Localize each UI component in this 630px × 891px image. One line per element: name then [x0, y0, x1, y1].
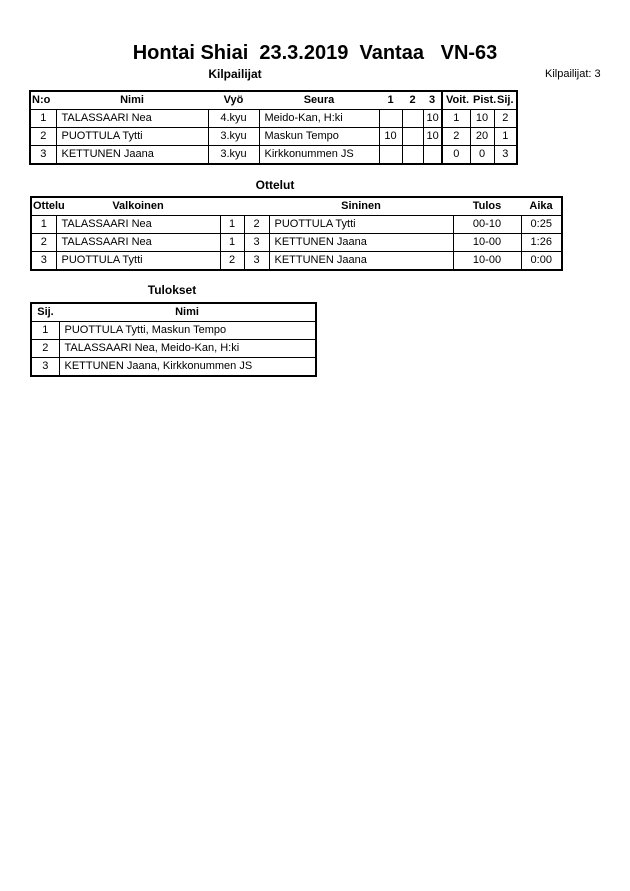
match-result: 10-00: [453, 234, 521, 252]
competitor-wins: 0: [442, 146, 470, 165]
table-row: [31, 252, 562, 271]
blue-competitor-number: 2: [244, 216, 269, 234]
competitors-header-wins: Voit.: [442, 91, 470, 110]
table-row: [31, 340, 316, 358]
match-time: 0:25: [521, 216, 562, 234]
match-result: 00-10: [453, 216, 521, 234]
white-competitor-number: 1: [220, 234, 244, 252]
result-name: PUOTTULA Tytti, Maskun Tempo: [59, 322, 316, 340]
competitors-header-name: Nimi: [56, 91, 208, 110]
competitor-points: 20: [470, 128, 494, 146]
report-title: Hontai Shiai 23.3.2019 Vantaa VN-63: [132, 42, 498, 64]
match-number: 3: [31, 252, 56, 271]
competitors-header-round-2: 2: [402, 91, 423, 110]
results-header-rank: Sij.: [31, 303, 59, 322]
competitors-header-belt: Vyö: [208, 91, 259, 110]
competitor-count-label: Kilpailijat: 3: [545, 68, 601, 80]
matches-header-blue: Sininen: [269, 197, 453, 216]
white-competitor-number: 1: [220, 216, 244, 234]
competitor-belt: 4.kyu: [208, 110, 259, 128]
table-header-row: [31, 303, 316, 322]
competitor-points: 10: [470, 110, 494, 128]
matches-header-match: Ottelu: [31, 197, 56, 216]
matches-header-time: Aika: [521, 197, 562, 216]
blue-competitor-number: 3: [244, 234, 269, 252]
round-2-score: [402, 110, 423, 128]
white-name: PUOTTULA Tytti: [56, 252, 220, 271]
results-header-name: Nimi: [59, 303, 316, 322]
competitors-header-rank: Sij.: [494, 91, 517, 110]
competitor-rank: 1: [494, 128, 517, 146]
matches-header-white-no: [220, 197, 244, 216]
results-section-heading: Tulokset: [147, 283, 197, 297]
results-table: [30, 302, 317, 377]
round-3-score: 10: [423, 128, 442, 146]
matches-section-heading: Ottelut: [255, 178, 295, 192]
table-header-row: [31, 197, 562, 216]
matches-table: [30, 196, 563, 271]
blue-name: PUOTTULA Tytti: [269, 216, 453, 234]
round-3-score: 10: [423, 110, 442, 128]
round-2-score: [402, 128, 423, 146]
round-1-score: 10: [379, 128, 402, 146]
result-rank: 2: [31, 340, 59, 358]
competitor-points: 0: [470, 146, 494, 165]
competitor-name: TALASSAARI Nea: [56, 110, 208, 128]
competitor-belt: 3.kyu: [208, 146, 259, 165]
match-time: 1:26: [521, 234, 562, 252]
competitor-name: PUOTTULA Tytti: [56, 128, 208, 146]
blue-name: KETTUNEN Jaana: [269, 252, 453, 271]
result-name: TALASSAARI Nea, Meido-Kan, H:ki: [59, 340, 316, 358]
competitor-wins: 1: [442, 110, 470, 128]
competitor-belt: 3.kyu: [208, 128, 259, 146]
competitor-number: 1: [30, 110, 56, 128]
white-competitor-number: 2: [220, 252, 244, 271]
white-name: TALASSAARI Nea: [56, 216, 220, 234]
competitor-number: 3: [30, 146, 56, 165]
competitor-club: Maskun Tempo: [259, 128, 379, 146]
table-row: [31, 216, 562, 234]
round-1-score: [379, 110, 402, 128]
competitors-header-points: Pist.: [470, 91, 494, 110]
competitor-name: KETTUNEN Jaana: [56, 146, 208, 165]
competitors-header-no: N:o: [30, 91, 56, 110]
matches-header-result: Tulos: [453, 197, 521, 216]
match-number: 1: [31, 216, 56, 234]
competitors-header-round-3: 3: [423, 91, 442, 110]
competitors-header-club: Seura: [259, 91, 379, 110]
matches-header-blue-no: [244, 197, 269, 216]
blue-name: KETTUNEN Jaana: [269, 234, 453, 252]
table-row: [31, 234, 562, 252]
matches-header-white: Valkoinen: [56, 197, 220, 216]
result-rank: 3: [31, 358, 59, 377]
result-name: KETTUNEN Jaana, Kirkkonummen JS: [59, 358, 316, 377]
competitor-club: Kirkkonummen JS: [259, 146, 379, 165]
table-row: [31, 322, 316, 340]
competitor-club: Meido-Kan, H:ki: [259, 110, 379, 128]
competitors-header-round-1: 1: [379, 91, 402, 110]
competitor-number: 2: [30, 128, 56, 146]
table-header-row: [30, 91, 517, 110]
round-1-score: [379, 146, 402, 165]
competitor-rank: 2: [494, 110, 517, 128]
match-result: 10-00: [453, 252, 521, 271]
match-number: 2: [31, 234, 56, 252]
white-name: TALASSAARI Nea: [56, 234, 220, 252]
competitors-table: [29, 90, 518, 165]
blue-competitor-number: 3: [244, 252, 269, 271]
match-time: 0:00: [521, 252, 562, 271]
competitor-wins: 2: [442, 128, 470, 146]
competitors-section-heading: Kilpailijat: [208, 67, 262, 81]
table-row: [30, 146, 517, 165]
table-row: [31, 358, 316, 377]
round-3-score: [423, 146, 442, 165]
table-row: [30, 128, 517, 146]
competitor-rank: 3: [494, 146, 517, 165]
table-row: [30, 110, 517, 128]
result-rank: 1: [31, 322, 59, 340]
round-2-score: [402, 146, 423, 165]
